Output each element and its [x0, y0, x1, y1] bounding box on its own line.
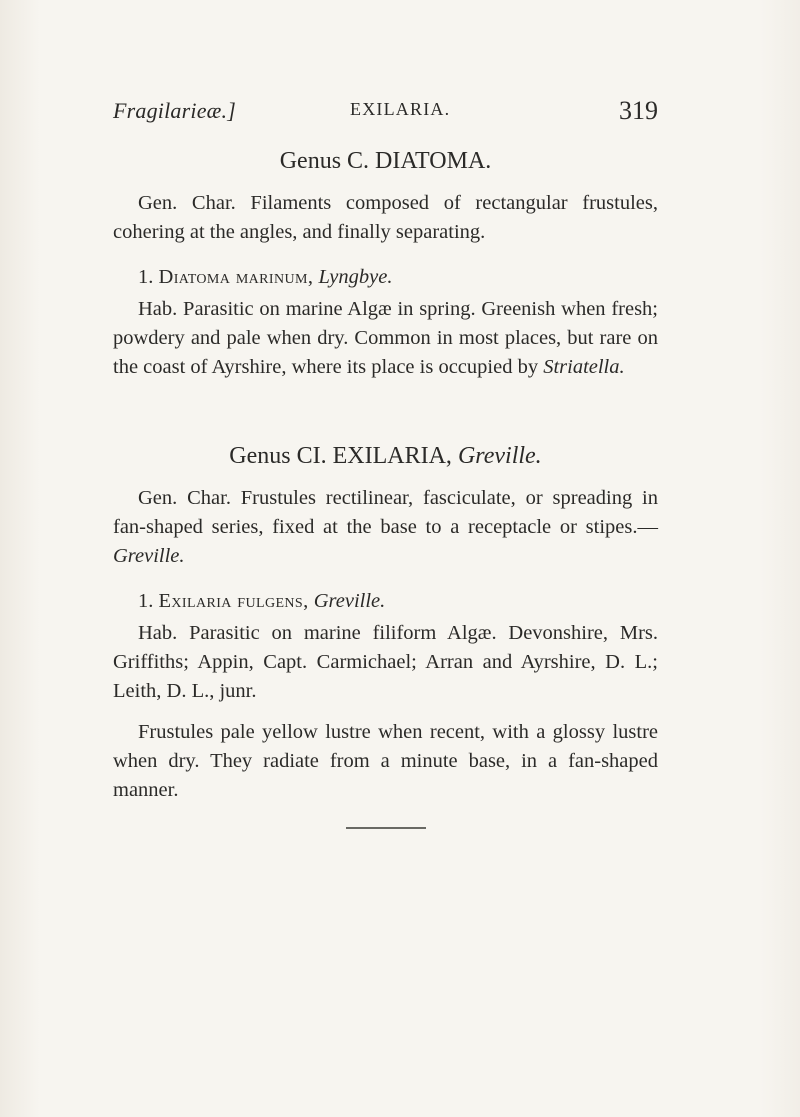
exilaria-species-name: Exilaria fulgens, [158, 590, 309, 612]
running-title-left: Fragilarieæ.] [113, 98, 236, 123]
genus-exilaria-title: Genus CI. EXILARIA, [229, 443, 452, 469]
diatoma-species-number: 1. [138, 266, 154, 288]
diatoma-habitat [113, 295, 658, 382]
diatoma-species-heading [113, 263, 658, 292]
exilaria-species-heading [113, 587, 658, 616]
exilaria-habitat: Hab. Parasitic on marine filiform Algæ. Devonshire, Mrs. Griffiths; Appin, Capt. Carmichael; Arran and Ayrshire, D. L.; Leith, D. L., junr. [113, 622, 658, 702]
exilaria-gen-char-text: Gen. Char. Frustules rectilinear, fasciculate, or spreading in fan-shaped series, fixed at the base to a receptacle or stipes.— [113, 487, 658, 538]
exilaria-species-number: 1. [138, 590, 154, 612]
running-header [113, 98, 658, 138]
exilaria-gen-char-author: Greville. [113, 545, 185, 567]
section-end-rule [346, 827, 426, 829]
genus-exilaria-author: Greville. [457, 443, 542, 469]
diatoma-generic-character: Gen. Char. Filaments composed of rectangular frustules, cohering at the angles, and finally separating. [113, 192, 658, 243]
exilaria-generic-character [113, 484, 658, 571]
exilaria-frustules-description: Frustules pale yellow lustre when recent, with a glossy lustre when dry. They radiate from a minute base, in a fan-shaped manner. [113, 721, 658, 801]
diatoma-habitat-italic: Striatella. [543, 356, 625, 378]
running-title-center: EXILARIA. [350, 99, 451, 119]
exilaria-species-author: Greville. [313, 590, 386, 612]
page-content [113, 145, 658, 829]
genus-exilaria-heading [113, 440, 658, 472]
page-number: 319 [619, 96, 658, 125]
diatoma-species-name: Diatoma marinum, [158, 266, 314, 288]
genus-diatoma-heading: Genus C. DIATOMA. [279, 148, 492, 174]
diatoma-species-author: Lyngbye. [318, 266, 393, 288]
diatoma-habitat-text: Hab. Parasitic on marine Algæ in spring. Greenish when fresh; powdery and pale when dry. Common in most places, but rare on the coast of Ayrshire, where its place is occupied by [113, 298, 658, 378]
section-spacer [113, 382, 658, 440]
paragraph-spacer [113, 706, 658, 718]
